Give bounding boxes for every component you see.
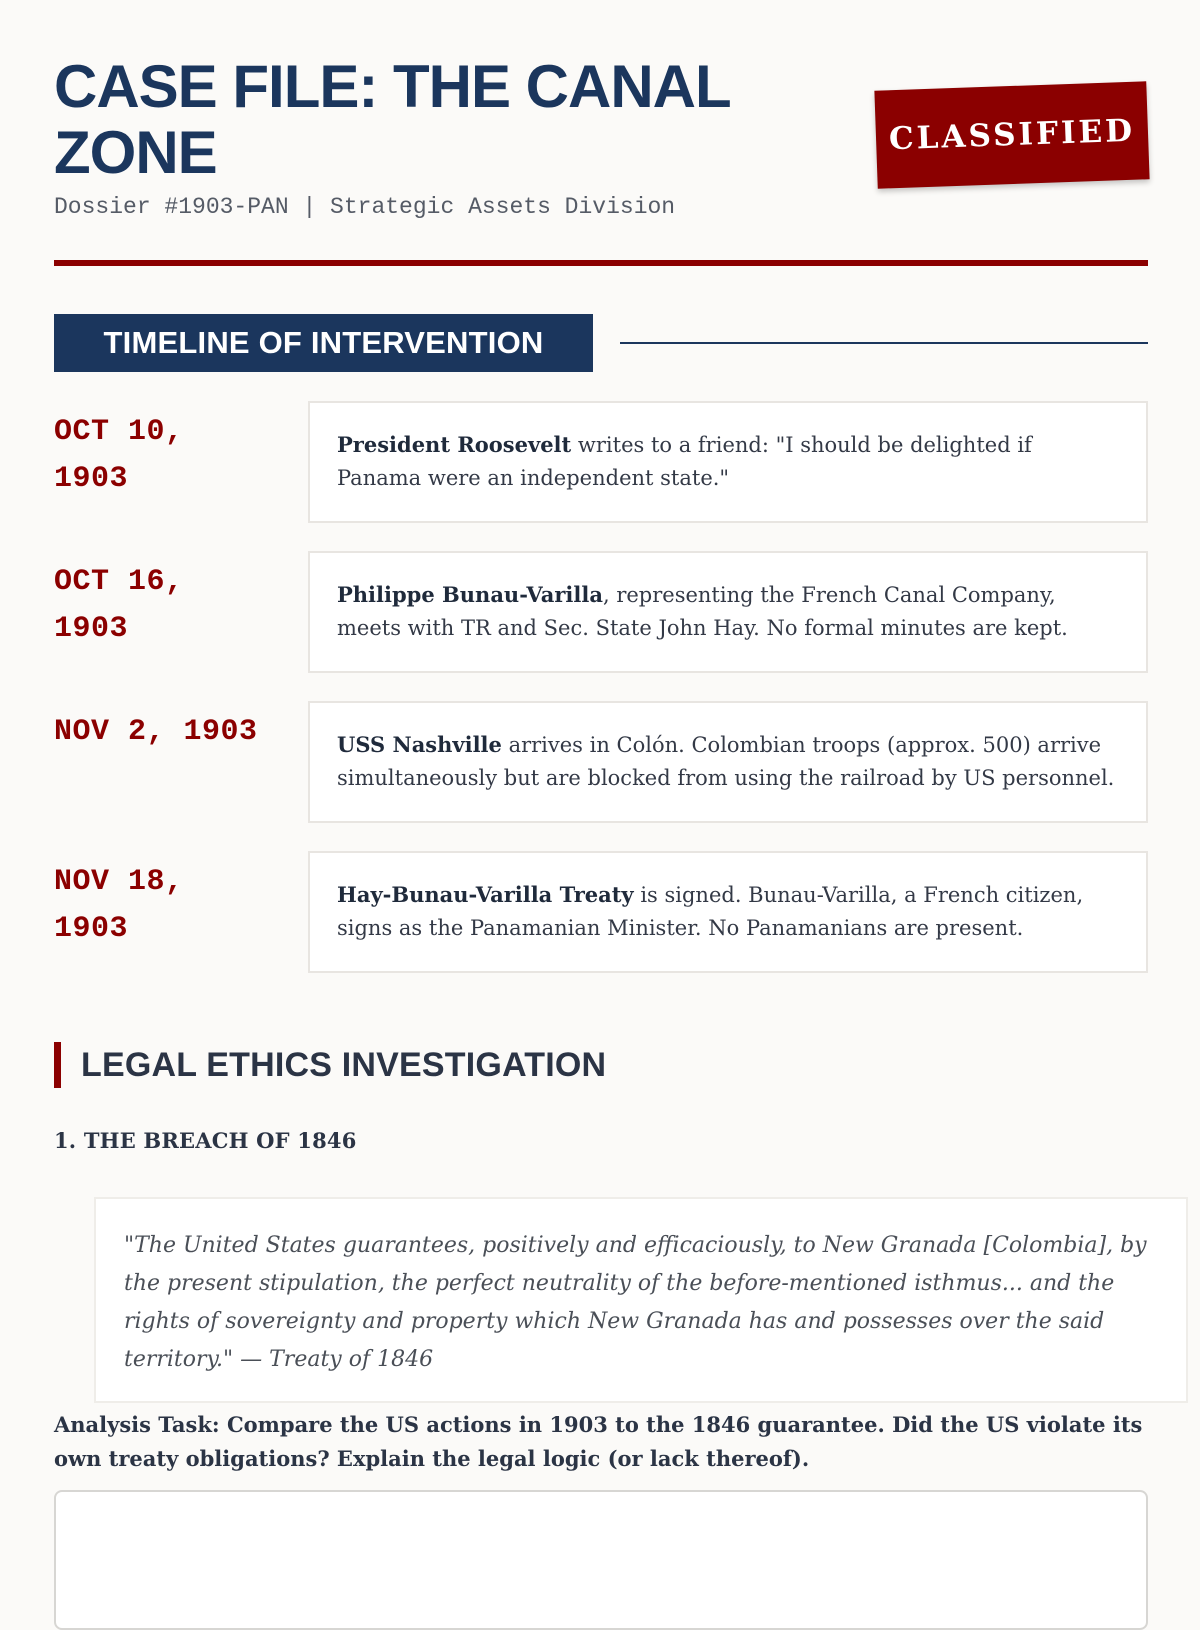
dossier-subtitle: Dossier #1903-PAN | Strategic Assets Division	[54, 194, 676, 220]
event-subject: President Roosevelt	[337, 432, 572, 457]
treaty-quote: "The United States guarantees, positively and efficaciously, to New Granada [Colombia], by the present stipulation, the perfect neutrality of the before-mentioned isthmus... and the rights of sovereignty and property which New Granada has and possesses over the said territory." — Treaty of 1846	[94, 1197, 1188, 1403]
analysis-task-prompt: Analysis Task: Compare the US actions in 1903 to the 1846 guarantee. Did the US violate its own treaty obligations? Explain the legal logic (or lack thereof).	[54, 1412, 1143, 1471]
timeline-heading: TIMELINE OF INTERVENTION	[54, 314, 593, 372]
event-date: OCT 16, 1903	[54, 565, 184, 646]
page-title: CASE FILE: THE CANAL ZONE	[54, 53, 730, 186]
timeline-list	[54, 401, 1148, 1001]
event-text: is signed. Bunau-Varilla, a French citizen, signs as the Panamanian Minister. No Panamanians are present.	[337, 883, 1084, 940]
timeline-event	[54, 851, 1148, 973]
event-text: arrives in Colón. Colombian troops (approx. 500) arrive simultaneously but are blocked from using the railroad by US personnel.	[337, 733, 1115, 790]
event-card	[308, 551, 1148, 673]
event-text: writes to a friend: "I should be delighted if Panama were an independent state."	[337, 433, 1032, 490]
event-card	[308, 701, 1148, 823]
timeline-divider	[620, 342, 1148, 344]
event-card	[308, 401, 1148, 523]
ethics-header	[54, 1042, 1148, 1088]
event-subject: Philippe Bunau-Varilla	[337, 582, 603, 607]
event-text: , representing the French Canal Company, meets with TR and Sec. State John Hay. No formal minutes are kept.	[337, 583, 1068, 640]
event-date: NOV 18, 1903	[54, 865, 184, 946]
timeline-header	[54, 314, 1148, 372]
classified-stamp: CLASSIFIED	[874, 81, 1149, 188]
timeline-event	[54, 401, 1148, 523]
event-subject: USS Nashville	[337, 732, 502, 757]
timeline-event	[54, 701, 1148, 823]
timeline-event	[54, 551, 1148, 673]
breach-title: 1. THE BREACH OF 1846	[54, 1128, 357, 1153]
ethics-heading: LEGAL ETHICS INVESTIGATION	[81, 1046, 607, 1084]
event-date: OCT 10, 1903	[54, 415, 184, 496]
event-card	[308, 851, 1148, 973]
event-subject: Hay-Bunau-Varilla Treaty	[337, 882, 634, 907]
case-file-header	[54, 54, 1148, 266]
event-date: NOV 2, 1903	[54, 715, 258, 749]
analysis-answer-input[interactable]	[54, 1490, 1148, 1630]
